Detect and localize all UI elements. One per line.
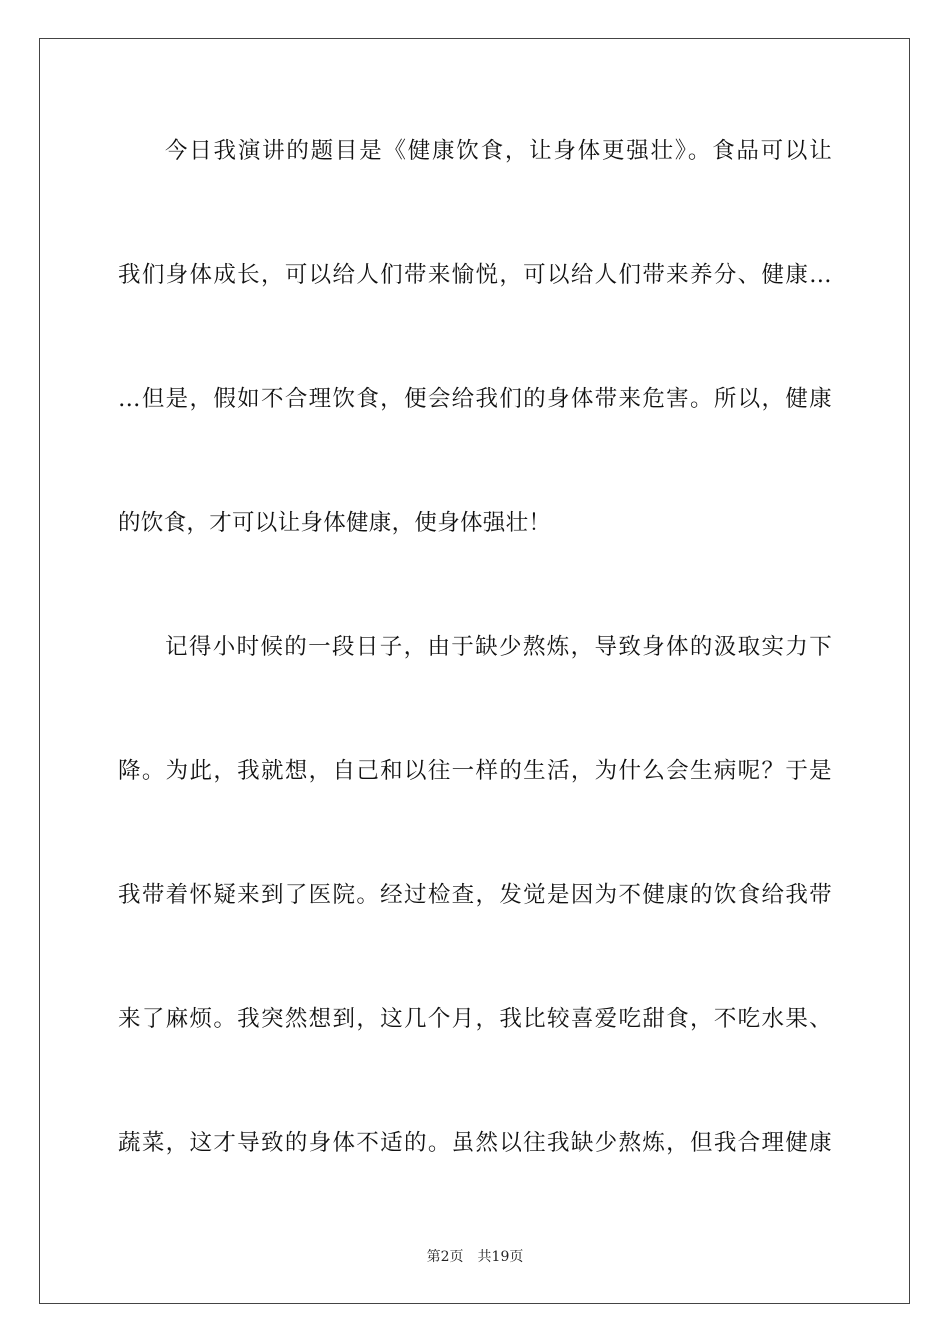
paragraph-1-line-3: …但是，假如不合理饮食，便会给我们的身体带来危害。所以，健康: [118, 386, 832, 412]
paragraph-1-line-4: 的饮食，才可以让身体健康，使身体强壮！: [118, 510, 552, 536]
page-number: 第2页: [426, 1249, 464, 1265]
paragraph-2-line-1: 记得小时候的一段日子，由于缺少熬炼，导致身体的汲取实力下: [165, 634, 832, 660]
page-total: 共19页: [477, 1249, 524, 1265]
paragraph-1-line-1: 今日我演讲的题目是《健康饮食，让身体更强壮》。食品可以让: [165, 138, 832, 164]
paragraph-1-line-2: 我们身体成长，可以给人们带来愉悦，可以给人们带来养分、健康…: [118, 262, 832, 288]
paragraph-2-line-4: 来了麻烦。我突然想到，这几个月，我比较喜爱吃甜食，不吃水果、: [118, 1006, 832, 1032]
paragraph-2-line-2: 降。为此，我就想，自己和以往一样的生活，为什么会生病呢？于是: [118, 758, 832, 784]
paragraph-2-line-5: 蔬菜，这才导致的身体不适的。虽然以往我缺少熬炼，但我合理健康: [118, 1130, 832, 1156]
paragraph-2-line-3: 我带着怀疑来到了医院。经过检查，发觉是因为不健康的饮食给我带: [118, 882, 832, 908]
page-footer: [0, 1248, 950, 1266]
page-border: [39, 38, 910, 1304]
